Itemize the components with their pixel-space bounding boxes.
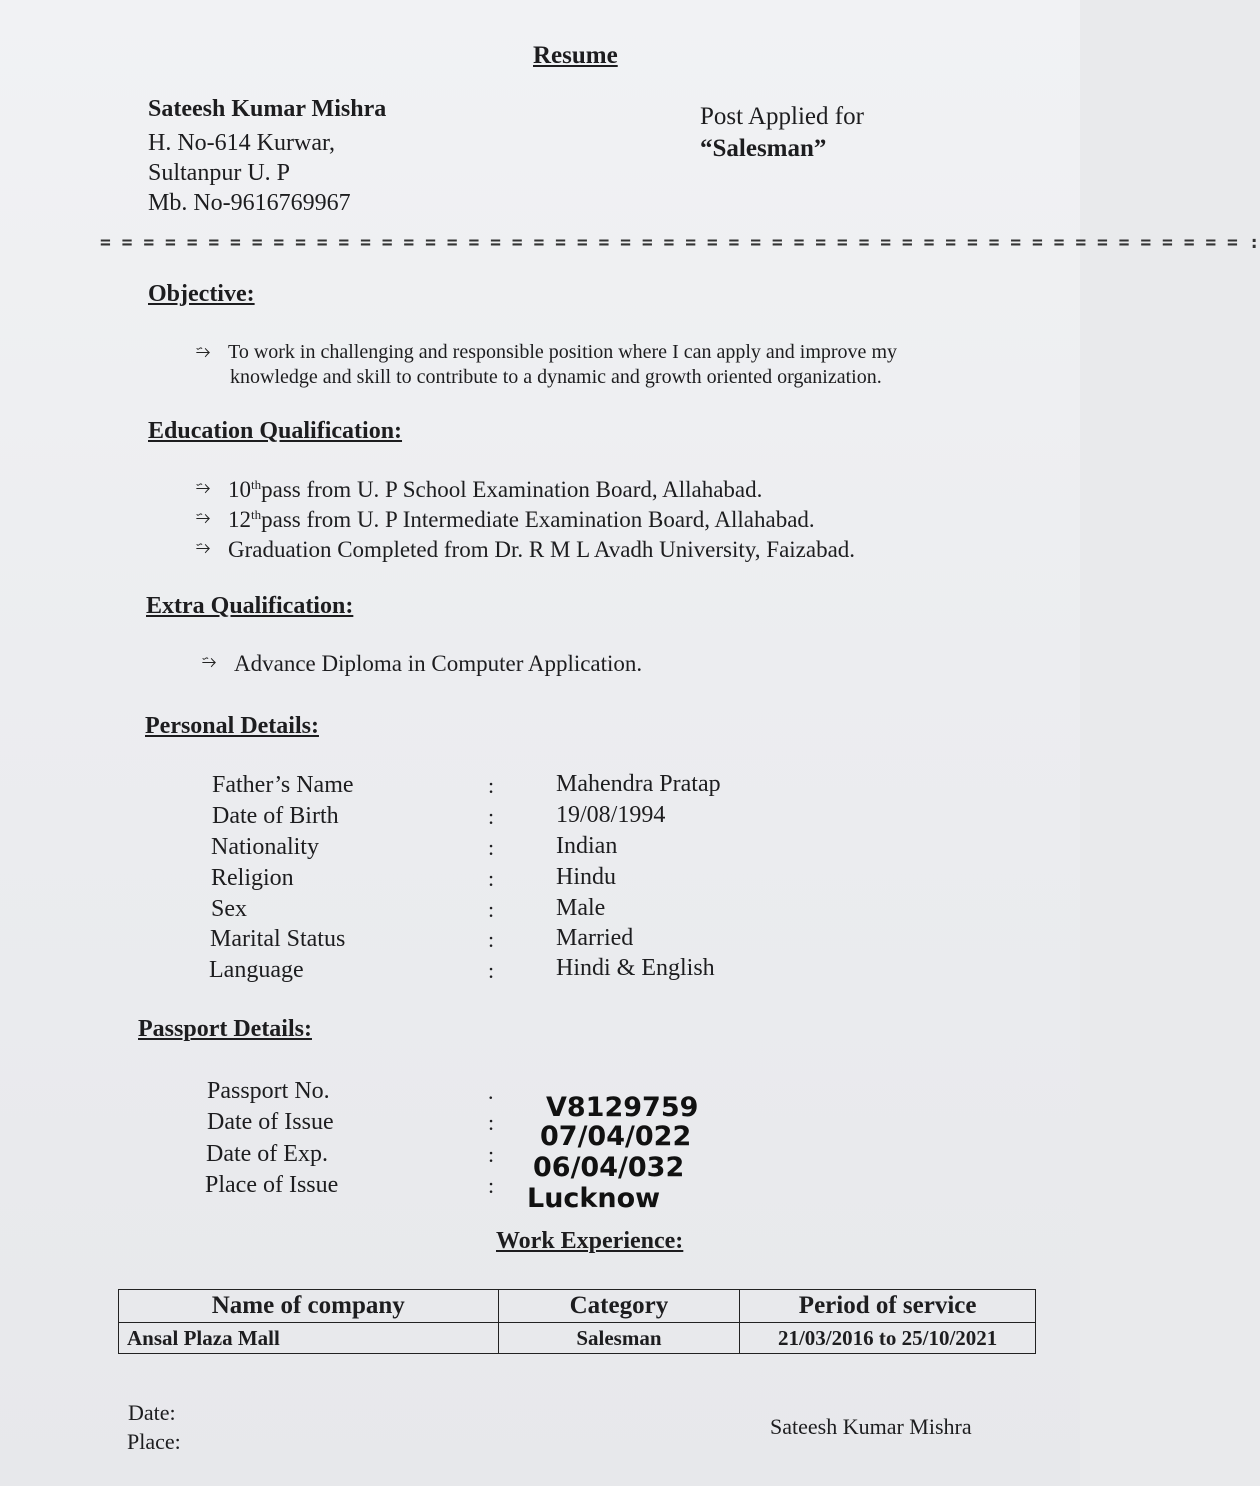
passport-value-issue-date: 07/04/022 xyxy=(540,1121,692,1152)
personal-value-nationality: Indian xyxy=(556,833,618,859)
place-label: Place: xyxy=(127,1429,181,1454)
arrow-bullet-icon: ⭇ xyxy=(196,507,211,527)
column-header-period: Period of service xyxy=(740,1290,1036,1323)
extra-item-text: Advance Diploma in Computer Application. xyxy=(234,651,643,676)
passport-value-place: Lucknow xyxy=(527,1183,661,1214)
cell-company: Ansal Plaza Mall xyxy=(119,1323,499,1354)
mobile-number: Mb. No-9616769967 xyxy=(148,190,351,216)
personal-label-religion: Religion xyxy=(211,865,294,891)
signature-name: Sateesh Kumar Mishra xyxy=(770,1414,972,1439)
colon: . xyxy=(488,1079,494,1104)
education-item-3 xyxy=(196,537,855,563)
passport-label-place: Place of Issue xyxy=(205,1172,339,1198)
passport-value-exp-date: 06/04/032 xyxy=(533,1152,685,1183)
passport-label-issue-date: Date of Issue xyxy=(207,1109,334,1135)
education-item-2-sup: th xyxy=(251,507,262,522)
personal-label-marital: Marital Status xyxy=(210,926,346,952)
cell-period: 21/03/2016 to 25/10/2021 xyxy=(740,1323,1036,1354)
work-heading: Work Experience: xyxy=(496,1228,684,1254)
education-item-1 xyxy=(196,477,762,503)
address-line-1: H. No-614 Kurwar, xyxy=(148,130,335,156)
objective-line-1: To work in challenging and responsible position where I can apply and improve my xyxy=(228,341,897,363)
passport-value-number: V8129759 xyxy=(546,1092,699,1123)
table-row xyxy=(119,1323,1036,1354)
column-header-category: Category xyxy=(498,1290,740,1323)
post-applied-label: Post Applied for xyxy=(700,103,864,130)
colon: : xyxy=(488,958,495,983)
objective-line-2: knowledge and skill to contribute to a dynamic and growth oriented organization. xyxy=(230,366,882,388)
education-heading: Education Qualification: xyxy=(148,418,403,444)
colon: : xyxy=(488,835,495,860)
passport-heading: Passport Details: xyxy=(138,1016,312,1042)
document-title: Resume xyxy=(533,42,618,69)
personal-label-nationality: Nationality xyxy=(211,834,319,860)
arrow-bullet-icon: ⭇ xyxy=(202,651,217,671)
address-line-2: Sultanpur U. P xyxy=(148,160,291,186)
personal-label-father: Father’s Name xyxy=(212,772,354,798)
colon: : xyxy=(488,927,495,952)
arrow-bullet-icon: ⭇ xyxy=(196,477,211,497)
passport-label-exp-date: Date of Exp. xyxy=(206,1141,328,1167)
post-applied-value: “Salesman” xyxy=(700,135,827,162)
colon: : xyxy=(488,866,495,891)
column-header-company: Name of company xyxy=(119,1290,499,1323)
colon: : xyxy=(488,804,495,829)
objective-bullet xyxy=(196,341,897,364)
section-divider: = = = = = = = = = = = = = = = = = = = = = = = = = = = = = = = = = = = = = = = = = = = = = = = = = = = = = : xyxy=(100,232,1260,253)
education-item-1-text: pass from U. P School Examination Board, Allahabad. xyxy=(261,477,763,502)
education-item-1-sup: th xyxy=(251,477,262,492)
personal-value-religion: Hindu xyxy=(556,864,616,890)
extra-item xyxy=(202,651,642,677)
personal-value-language: Hindi & English xyxy=(556,955,715,981)
personal-value-sex: Male xyxy=(556,895,606,921)
personal-label-dob: Date of Birth xyxy=(212,803,339,829)
education-item-2-text: pass from U. P Intermediate Examination Board, Allahabad. xyxy=(261,507,815,532)
personal-value-father: Mahendra Pratap xyxy=(556,771,721,797)
colon: : xyxy=(488,1110,495,1135)
colon: : xyxy=(488,897,495,922)
personal-label-language: Language xyxy=(209,957,304,983)
passport-label-number: Passport No. xyxy=(207,1078,330,1104)
table-header-row xyxy=(119,1290,1036,1323)
colon: : xyxy=(488,773,495,798)
personal-label-sex: Sex xyxy=(211,896,247,922)
colon: : xyxy=(488,1173,495,1198)
personal-value-marital: Married xyxy=(556,925,634,951)
cell-category: Salesman xyxy=(498,1323,740,1354)
date-label: Date: xyxy=(128,1400,176,1425)
education-item-1-num: 10 xyxy=(228,477,251,502)
personal-heading: Personal Details: xyxy=(145,713,319,739)
education-item-2-num: 12 xyxy=(228,507,251,532)
arrow-bullet-icon: ⭇ xyxy=(196,341,211,361)
colon: : xyxy=(488,1142,495,1167)
objective-heading: Objective: xyxy=(148,281,255,307)
arrow-bullet-icon: ⭇ xyxy=(196,537,211,557)
applicant-name: Sateesh Kumar Mishra xyxy=(148,96,387,122)
personal-value-dob: 19/08/1994 xyxy=(556,802,666,828)
education-item-2 xyxy=(196,507,815,533)
work-experience-table xyxy=(118,1289,1036,1354)
extra-heading: Extra Qualification: xyxy=(146,593,354,619)
education-item-3-text: Graduation Completed from Dr. R M L Avadh University, Faizabad. xyxy=(228,537,856,562)
